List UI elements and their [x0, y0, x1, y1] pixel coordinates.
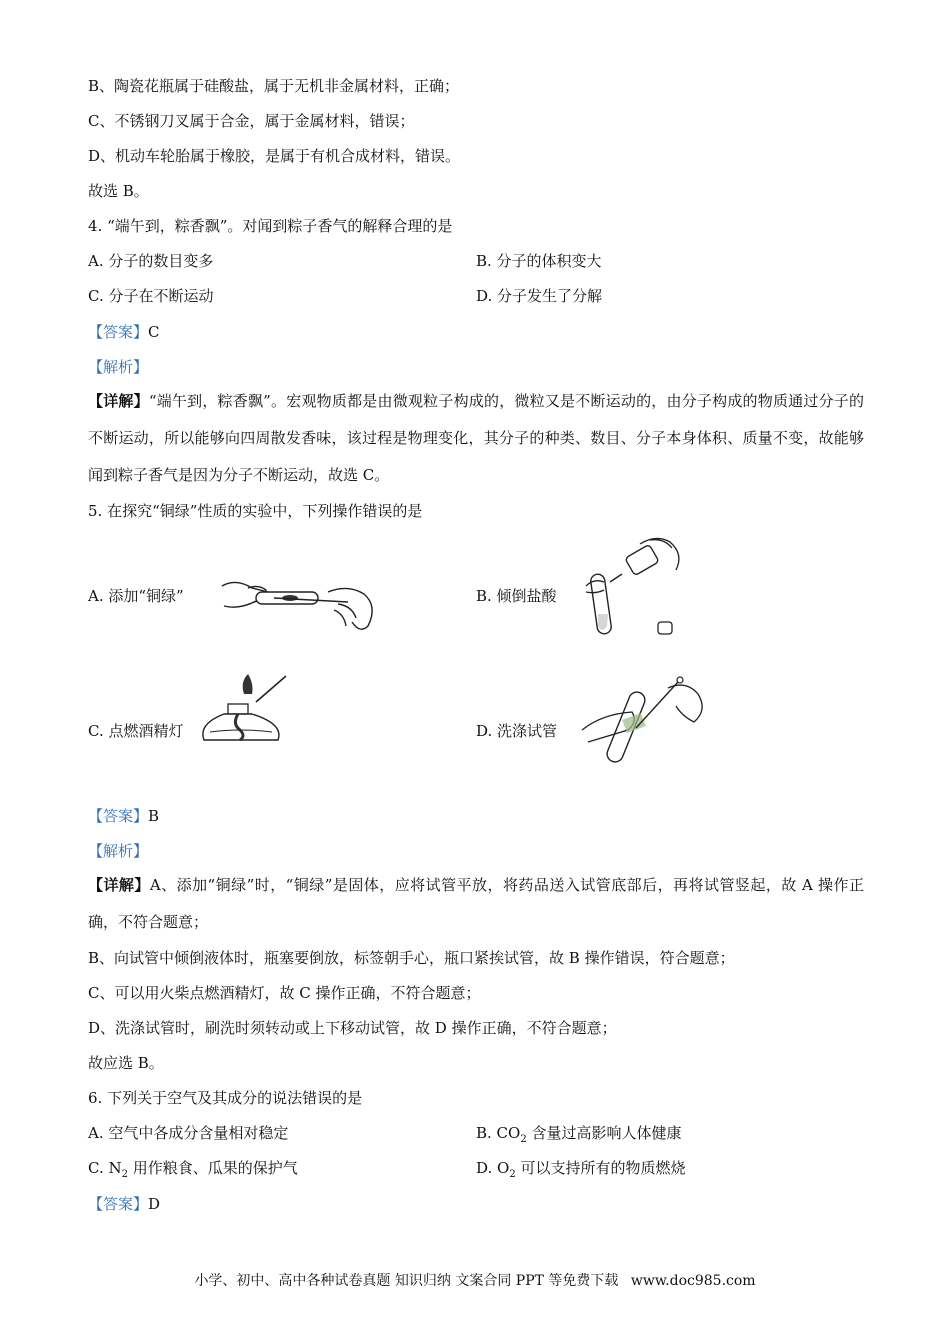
pour-acid-figure [580, 530, 690, 642]
explanation-line-d: D、机动车轮胎属于橡胶，是属于有机合成材料，错误。 [88, 147, 461, 165]
subscript: 2 [121, 1169, 128, 1180]
answer-tag: 【答案】 [88, 807, 149, 825]
option-text: 用作粮食、瓜果的保护气 [127, 1159, 298, 1177]
option-text: D. O [476, 1159, 510, 1177]
add-powder-figure [218, 570, 386, 642]
option-text: 可以支持所有的物质燃烧 [515, 1159, 686, 1177]
q5-detail-c: C、可以用火柴点燃酒精灯，故 C 操作正确，不符合题意； [88, 984, 481, 1002]
detail-text: A、添加“铜绿”时，“铜绿”是固体，应将试管平放，将药品送入试管底部后，再将试管竖起，故 A 操作正确，不符合题意； [88, 876, 864, 931]
q5-detail-b: B、向试管中倾倒液体时，瓶塞要倒放，标签朝手心，瓶口紧挨试管，故 B 操作错误，符合题意； [88, 949, 735, 967]
detail-tag: 【详解】 [88, 392, 149, 410]
q4-detail [88, 383, 864, 494]
detail-tag: 【详解】 [88, 876, 150, 894]
answer-value: C [148, 323, 160, 341]
q5-detail-d: D、洗涤试管时，刷洗时须转动或上下移动试管，故 D 操作正确，不符合题意； [88, 1019, 617, 1037]
explanation-line-c: C、不锈钢刀叉属于合金，属于金属材料，错误； [88, 112, 415, 130]
explanation-conclusion: 故选 B。 [88, 182, 149, 200]
q6-option-d [476, 1158, 685, 1185]
subscript: 2 [509, 1169, 516, 1180]
explanation-line-b: B、陶瓷花瓶属于硅酸盐，属于无机非金属材料，正确； [88, 77, 460, 95]
option-text: C. N [88, 1159, 122, 1177]
q6-option-c [88, 1158, 298, 1185]
q5-analysis-tag: 【解析】 [88, 842, 149, 860]
q5-option-b: B. 倾倒盐酸 [476, 587, 557, 605]
option-text: B. CO [476, 1124, 521, 1142]
option-text: 含量过高影响人体健康 [526, 1124, 682, 1142]
q6-option-a: A. 空气中各成分含量相对稳定 [88, 1124, 289, 1142]
q4-analysis-tag: 【解析】 [88, 358, 149, 376]
q5-option-c: C. 点燃酒精灯 [88, 722, 184, 740]
detail-text: “端午到，粽香飘”。宏观物质都是由微观粒子构成的，微粒又是不断运动的，由分子构成的物质通过分子的不断运动，所以能够向四周散发香味，该过程是物理变化，其分子的种类、数目、分子本身体积、质量不变，故能够闻到粽子香气是因为分子不断运动，故选 C。 [88, 392, 864, 484]
q4-option-b: B. 分子的体积变大 [476, 252, 602, 270]
footer-link[interactable]: www.doc985.com [630, 1273, 756, 1289]
q5-stem: 5. 在探究“铜绿”性质的实验中，下列操作错误的是 [88, 502, 423, 520]
answer-tag: 【答案】 [88, 1195, 149, 1213]
answer-value: D [148, 1195, 161, 1213]
wash-tube-figure [578, 670, 712, 770]
q4-answer [88, 322, 160, 342]
q5-conclusion: 故应选 B。 [88, 1054, 164, 1072]
alcohol-lamp-figure [200, 672, 296, 744]
page-footer [0, 1270, 950, 1290]
q5-option-d: D. 洗涤试管 [476, 722, 558, 740]
footer-text: 小学、初中、高中各种试卷真题 知识归纳 文案合同 PPT 等免费下载 [194, 1273, 619, 1289]
q4-stem: 4. “端午到，粽香飘”。对闻到粽子香气的解释合理的是 [88, 217, 453, 235]
q6-stem: 6. 下列关于空气及其成分的说法错误的是 [88, 1089, 363, 1107]
q6-answer [88, 1194, 160, 1214]
q5-detail-a [88, 867, 864, 941]
answer-tag: 【答案】 [88, 323, 149, 341]
q4-option-c: C. 分子在不断运动 [88, 287, 214, 305]
answer-value: B [148, 807, 160, 825]
q5-answer [88, 806, 159, 826]
q4-option-a: A. 分子的数目变多 [88, 252, 214, 270]
subscript: 2 [520, 1134, 527, 1145]
q6-option-b [476, 1123, 682, 1150]
q4-option-d: D. 分子发生了分解 [476, 287, 603, 305]
q5-option-a: A. 添加“铜绿” [88, 587, 184, 605]
